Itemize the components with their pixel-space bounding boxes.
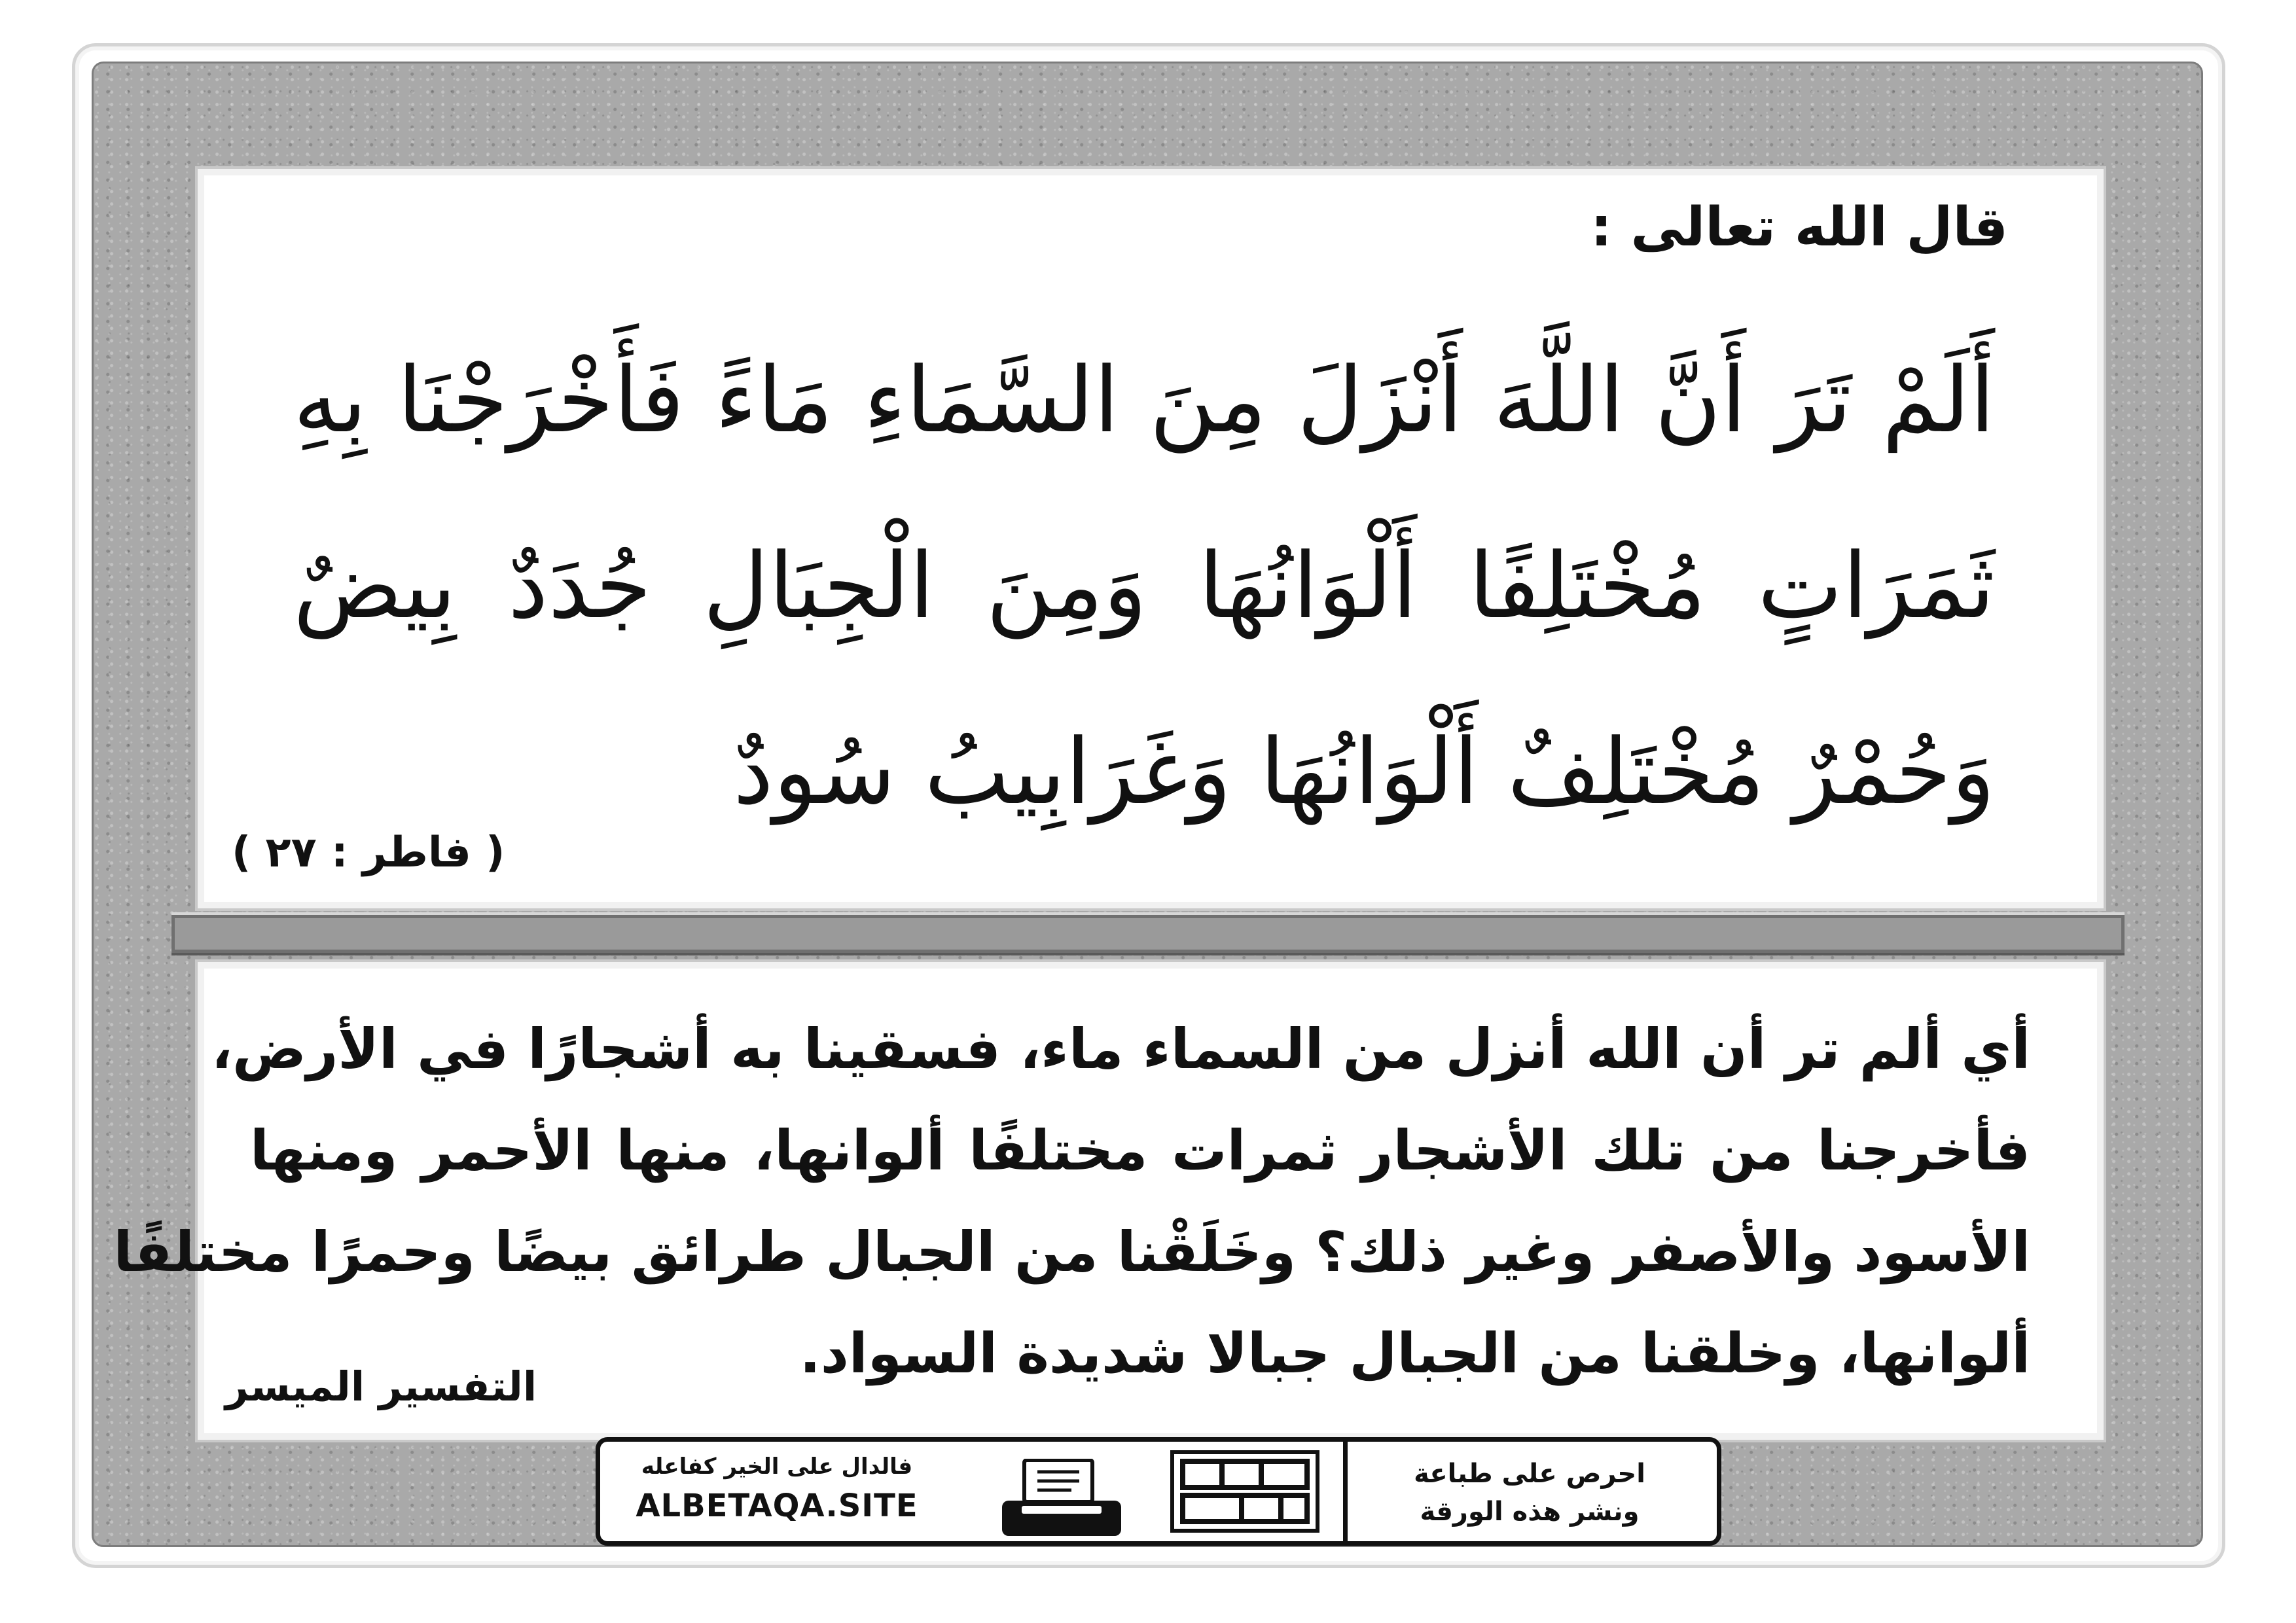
tafsir-line-3: الأسود والأصفر وغير ذلك؟ وخَلَقْنا من الجبال طرائق بيضًا وحمرًا مختلفًا bbox=[113, 1220, 2030, 1284]
footer-request bbox=[1359, 1455, 1700, 1531]
verse-reference: ( فاطر : ٢٧ ) bbox=[232, 829, 505, 877]
tafsir-line-1: أي ألم تر أن الله أنزل من السماء ماء، فسقينا به أشجارًا في الأرض، bbox=[211, 1017, 2030, 1081]
request-line-1: احرص على طباعة bbox=[1414, 1459, 1645, 1489]
footer-bar bbox=[596, 1437, 1721, 1546]
quran-verse bbox=[293, 308, 1995, 865]
footer-site bbox=[626, 1454, 927, 1532]
verse-line-2: ثَمَرَاتٍ مُخْتَلِفًا أَلْوَانُهَا وَمِنَ الْجِبَالِ جُدَدٌ بِيضٌ bbox=[293, 533, 1995, 639]
panel-divider bbox=[171, 912, 2125, 955]
tafsir-line-4: ألوانها، وخلقنا من الجبال جبالا شديدة السواد. bbox=[799, 1321, 2030, 1385]
printer-icon bbox=[999, 1459, 1124, 1537]
logo-icon bbox=[1170, 1450, 1320, 1533]
verse-line-3: وَحُمْرٌ مُخْتَلِفٌ أَلْوَانُهَا وَغَرَابِيبُ سُودٌ bbox=[733, 719, 1995, 825]
footer-slogan: فالدال على الخير كفاعله bbox=[641, 1454, 913, 1480]
tafsir-line-2: فأخرجنا من تلك الأشجار ثمرات مختلفًا ألوانها، منها الأحمر ومنها bbox=[250, 1118, 2030, 1183]
card-title: قال الله تعالى : bbox=[1590, 196, 2008, 259]
tafsir-text bbox=[113, 999, 2030, 1404]
request-line-2: ونشر هذه الورقة bbox=[1420, 1497, 1640, 1527]
footer-divider bbox=[1343, 1442, 1348, 1541]
site-link[interactable]: ALBETAQA.SITE bbox=[636, 1488, 918, 1524]
verse-line-1: أَلَمْ تَرَ أَنَّ اللَّهَ أَنْزَلَ مِنَ السَّمَاءِ مَاءً فَأَخْرَجْنَا بِهِ bbox=[293, 348, 1995, 453]
tafsir-source: التفسير الميسر bbox=[225, 1363, 537, 1410]
